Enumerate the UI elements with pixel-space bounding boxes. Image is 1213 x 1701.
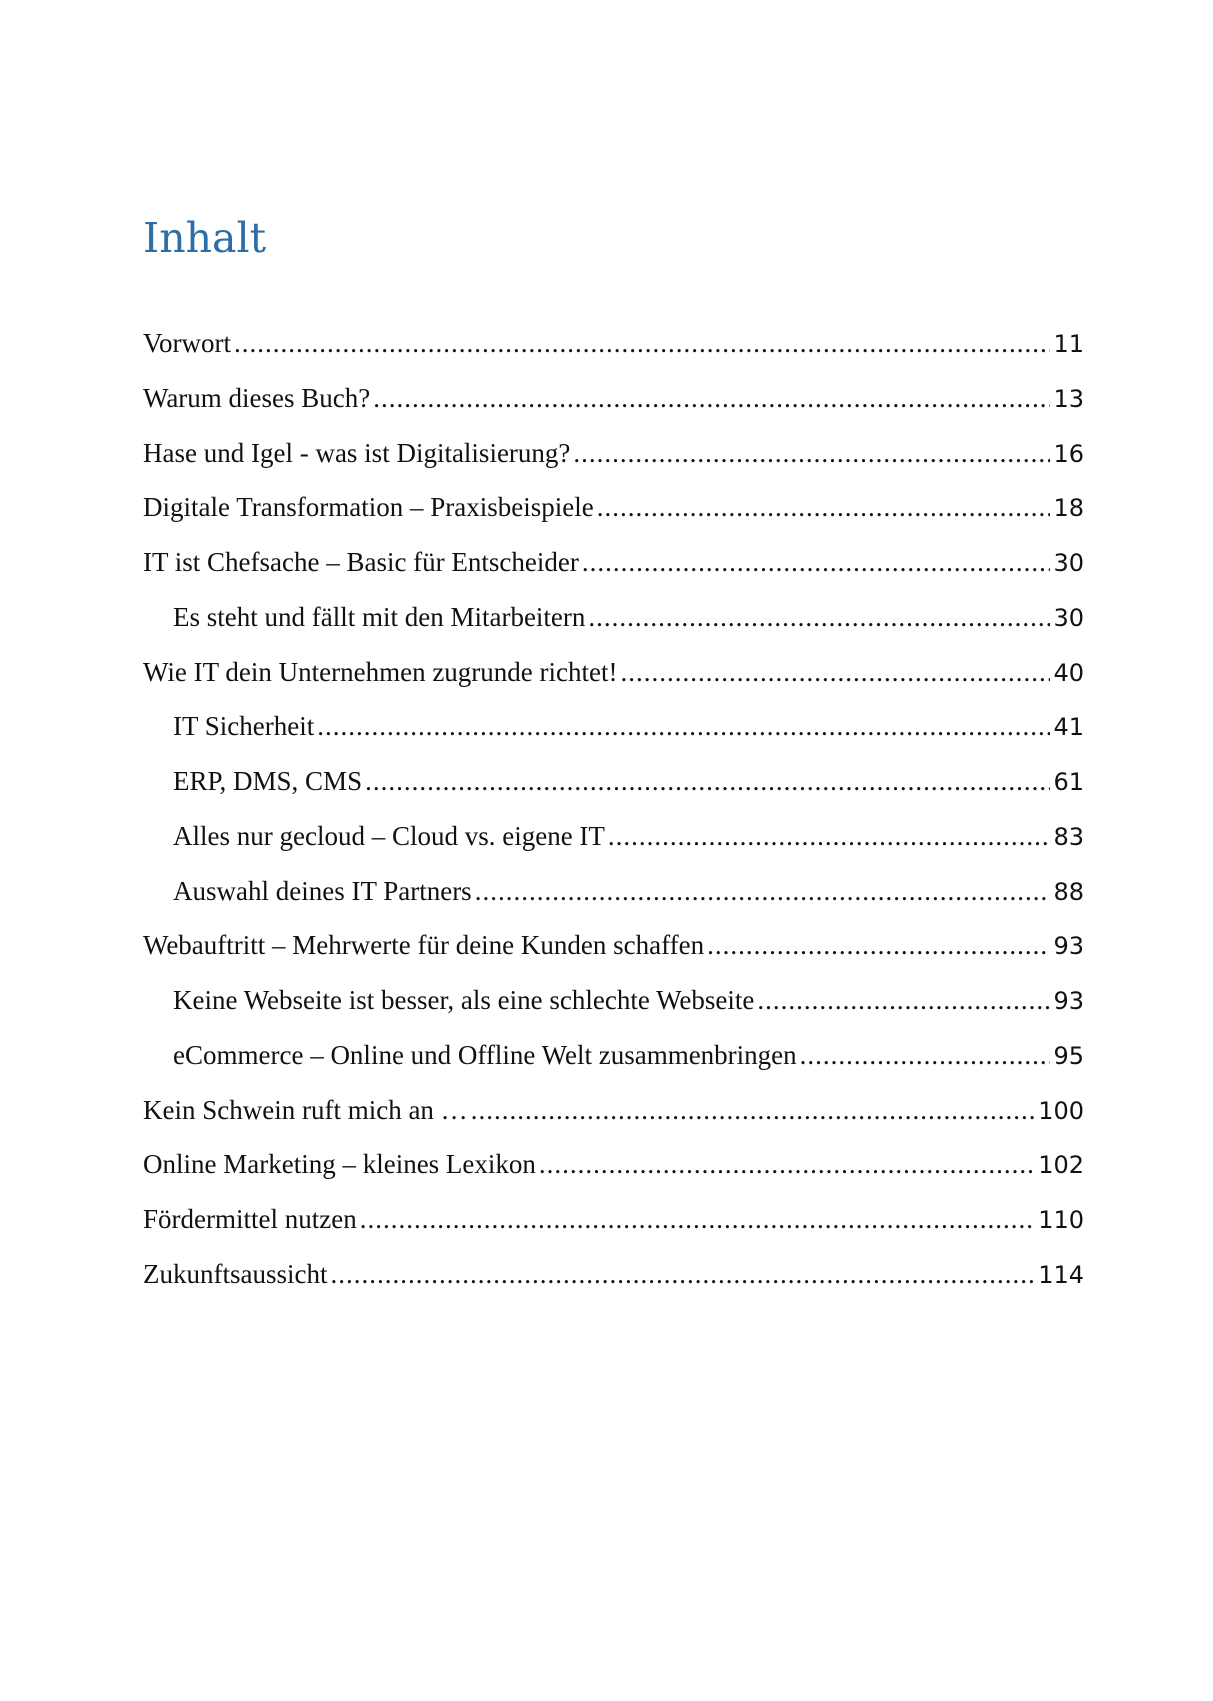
toc-entry-title: Fördermittel nutzen — [143, 1204, 357, 1234]
toc-entry[interactable] — [143, 492, 1084, 547]
toc-entry[interactable] — [143, 383, 1084, 438]
dot-leader — [597, 492, 1051, 523]
dot-leader — [588, 602, 1050, 633]
toc-entry-title: ERP, DMS, CMS — [173, 766, 363, 796]
toc-entry-page-number: 13 — [1053, 384, 1084, 413]
toc-entry[interactable] — [143, 930, 1084, 985]
toc-entry[interactable] — [143, 657, 1084, 712]
toc-entry-title: Webauftritt – Mehrwerte für deine Kunden schaffen — [143, 930, 705, 961]
toc-entry-title: Digitale Transformation – Praxisbeispiele — [143, 492, 594, 523]
table-of-contents — [143, 328, 1084, 1314]
toc-entry-title: Zukunftsaussicht — [143, 1258, 328, 1289]
toc-entry-page-number: 30 — [1053, 549, 1084, 577]
dot-leader — [330, 1259, 1035, 1290]
toc-entry-page-number: 95 — [1053, 1041, 1084, 1070]
dot-leader — [800, 1040, 1051, 1071]
toc-entry[interactable] — [143, 876, 1084, 931]
toc-entry-page-number: 61 — [1053, 768, 1084, 796]
dot-leader — [620, 657, 1050, 688]
toc-entry[interactable] — [143, 1040, 1084, 1095]
dot-leader — [234, 328, 1050, 359]
toc-entry[interactable] — [143, 1149, 1084, 1204]
toc-entry[interactable] — [143, 547, 1084, 602]
toc-entry[interactable] — [143, 821, 1084, 876]
toc-entry-page-number: 40 — [1053, 658, 1084, 687]
dot-leader — [573, 438, 1050, 469]
dot-leader — [475, 876, 1051, 907]
dot-leader — [365, 766, 1050, 797]
toc-entry[interactable] — [143, 602, 1084, 657]
dot-leader — [317, 711, 1050, 742]
dot-leader — [373, 383, 1050, 414]
toc-entry-title: Auswahl deines IT Partners — [173, 875, 472, 906]
toc-entry-page-number: 93 — [1053, 932, 1084, 961]
toc-entry[interactable] — [143, 1259, 1084, 1314]
toc-entry-page-number: 41 — [1053, 713, 1084, 742]
toc-entry-title: Keine Webseite ist besser, als eine schlechte Webseite — [173, 985, 755, 1015]
toc-entry-title: IT Sicherheit — [173, 711, 315, 742]
toc-entry-title: Alles nur gecloud – Cloud vs. eigene IT — [173, 820, 605, 851]
dot-leader — [360, 1204, 1035, 1235]
toc-entry[interactable] — [143, 766, 1084, 821]
dot-leader — [539, 1149, 1035, 1180]
toc-entry-title: Online Marketing – kleines Lexikon — [143, 1149, 536, 1180]
dot-leader — [757, 985, 1050, 1016]
toc-entry-page-number: 88 — [1053, 877, 1084, 906]
toc-entry[interactable] — [143, 1204, 1084, 1259]
toc-entry-page-number: 30 — [1053, 603, 1084, 632]
toc-entry-title: Es steht und fällt mit den Mitarbeitern — [173, 601, 586, 632]
dot-leader — [608, 821, 1051, 852]
dot-leader — [471, 1095, 1036, 1126]
dot-leader — [707, 930, 1050, 961]
toc-entry[interactable] — [143, 711, 1084, 766]
toc-entry[interactable] — [143, 985, 1084, 1040]
toc-entry-page-number: 100 — [1038, 1096, 1084, 1125]
toc-entry-title: Hase und Igel - was ist Digitalisierung? — [143, 437, 571, 468]
toc-entry-page-number: 11 — [1053, 330, 1084, 358]
toc-entry-title: Vorwort — [143, 328, 232, 358]
toc-entry-title: Wie IT dein Unternehmen zugrunde richtet! — [143, 656, 618, 687]
toc-entry-title: Warum dieses Buch? — [143, 382, 371, 413]
toc-entry-title: IT ist Chefsache – Basic für Entscheider — [143, 547, 579, 577]
toc-entry-page-number: 93 — [1053, 987, 1084, 1015]
toc-entry-page-number: 18 — [1053, 494, 1084, 523]
toc-entry-page-number: 102 — [1038, 1151, 1084, 1180]
toc-entry[interactable] — [143, 328, 1084, 383]
toc-entry-page-number: 114 — [1038, 1260, 1084, 1289]
toc-entry[interactable] — [143, 438, 1084, 493]
toc-entry[interactable] — [143, 1095, 1084, 1150]
toc-entry-title: Kein Schwein ruft mich an … — [143, 1094, 468, 1125]
toc-entry-page-number: 83 — [1053, 822, 1084, 851]
toc-entry-page-number: 110 — [1038, 1206, 1084, 1234]
toc-entry-page-number: 16 — [1053, 439, 1084, 468]
dot-leader — [582, 547, 1051, 578]
toc-entry-title: eCommerce – Online und Offline Welt zusammenbringen — [173, 1039, 797, 1070]
toc-heading: Inhalt — [143, 214, 267, 262]
